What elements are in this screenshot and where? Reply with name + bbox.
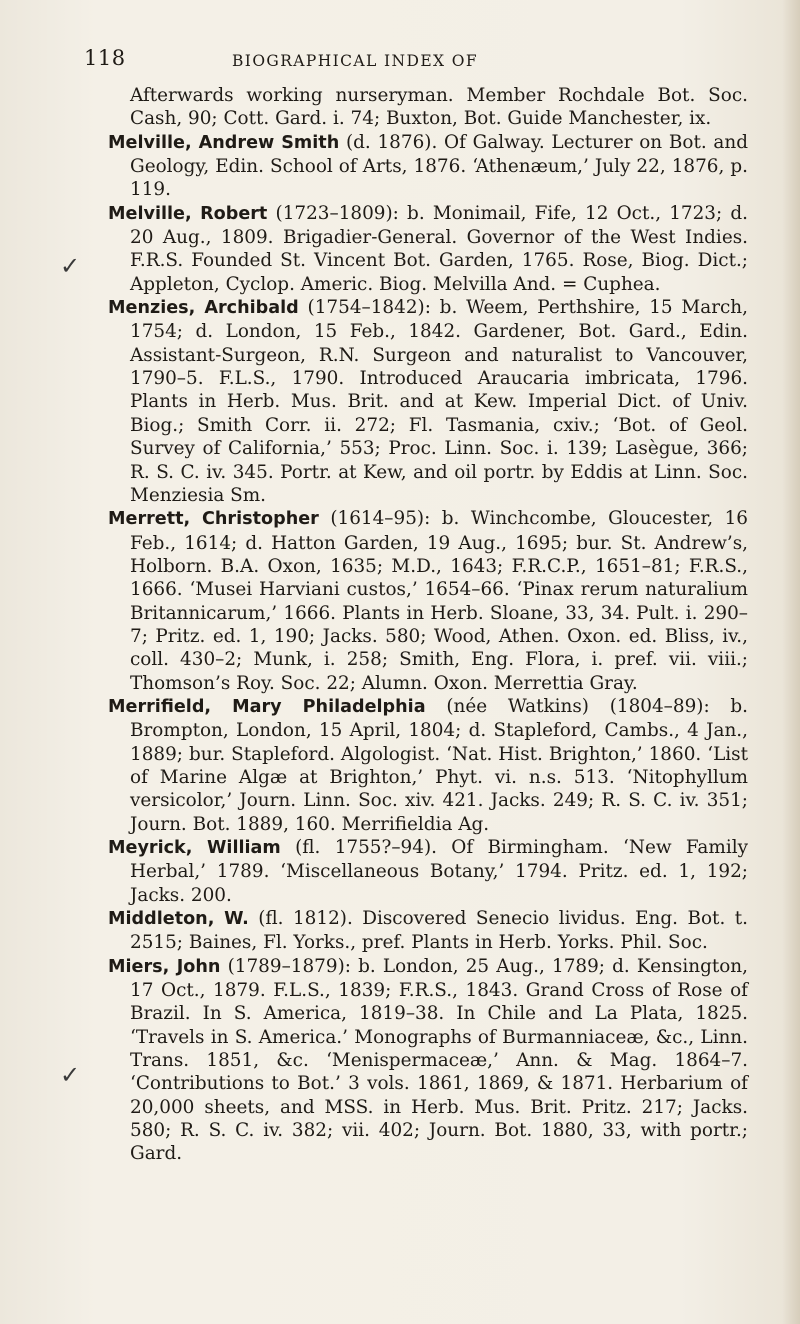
index-entry (108, 695, 748, 836)
entry-name: Miers, John (108, 956, 221, 977)
index-entry (108, 836, 748, 907)
entry-text: Afterwards working nurseryman. Member Rochdale Bot. Soc. Cash, 90; Cott. Gard. i. 74; Buxton, Bot. Guide Manchester, ix. (130, 85, 748, 130)
page-header (0, 46, 800, 74)
entry-text: (1754–1842): b. Weem, Perthshire, 15 March, 1754; d. London, 15 Feb., 1842. Gardener, Bot. Gard., Edin. Assistant-Surgeon, R.N. Surgeon and naturalist to Vancouver, 1790–5. F.L.S., 1790. Introduced Araucaria imbricata, 1796. Plants in Herb. Mus. Brit. and at Kew. Imperial Dict. of Univ. Biog.; Smith Corr. ii. 272; Fl. Tasmania, cxiv.; ‘Bot. of Geol. Survey of California,’ 553; Proc. Linn. Soc. i. 139; Lasègue, 366; R. S. C. iv. 345. Portr. at Kew, and oil portr. by Eddis at Linn. Soc. Menziesia Sm. (130, 297, 748, 506)
entry-name: Meyrick, William (108, 838, 281, 858)
entry-text: (1614–95): b. Winchcombe, Gloucester, 16 Feb., 1614; d. Hatton Garden, 19 Aug., 1695; bur. St. Andrew’s, Holborn. B.A. Oxon, 1635; M.D., 1643; F.R.C.P., 1651–81; F.R.S., 1666. ‘Musei Harviani custos,’ 1654–66. ‘Pinax rerum naturalium Britannicarum,’ 1666. Plants in Herb. Sloane, 33, 34. Pult. i. 290–7; Pritz. ed. 1, 190; Jacks. 580; Wood, Athen. Oxon. ed. Bliss, iv., coll. 430–2; Munk, i. 258; Smith, Eng. Flora, i. pref. vii. viii.; Thomson’s Roy. Soc. 22; Alumn. Oxon. Merrettia Gray. (130, 508, 748, 694)
entry-text: (1723–1809): b. Monimail, Fife, 12 Oct., 1723; d. 20 Aug., 1809. Brigadier-General. Governor of the West Indies. F.R.S. Founded St. Vincent Bot. Garden, 1765. Rose, Biog. Dict.; Appleton, Cyclop. Americ. Biog. Melvilla And. = Cuphea. (130, 202, 748, 295)
entry-name: Melville, Robert (108, 203, 268, 224)
entry-name: Middleton, W. (108, 909, 249, 930)
index-entry (108, 202, 748, 296)
index-text (108, 84, 748, 1166)
entry-name: Menzies, Archibald (108, 298, 299, 319)
entry-name: Merrifield, Mary Philadelphia (108, 696, 426, 717)
check-mark-icon: ✓ (60, 252, 81, 280)
index-entry (108, 131, 748, 202)
running-head: BIOGRAPHICAL INDEX OF (232, 52, 479, 70)
page-number: 118 (84, 46, 126, 70)
entry-text: (1789–1879): b. London, 25 Aug., 1789; d. Kensington, 17 Oct., 1879. F.L.S., 1839; F.R.S., 1843. Grand Cross of Rose of Brazil. In S. America, 1819–38. In Chile and La Plata, 1825. ‘Travels in S. America.’ Monographs of Burmanniaceæ, &c., Linn. Trans. 1851, &c. ‘Menispermaceæ,’ Ann. & Mag. 1864–7. ‘Contributions to Bot.’ 3 vols. 1861, 1869, & 1871. Herbarium of 20,000 sheets, and MSS. in Herb. Mus. Brit. Pritz. 217; Jacks. 580; R. S. C. iv. 382; vii. 402; Journ. Bot. 1880, 33, with portr.; Gard. (130, 955, 748, 1165)
entry-name: Merrett, Christopher (108, 509, 319, 530)
page-edge-shadow (782, 0, 800, 1324)
entry-text: (d. 1876). Of Galway. Lecturer on Bot. and Geology, Edin. School of Arts, 1876. ‘Athenæum,’ July 22, 1876, p. 119. (130, 131, 748, 201)
entry-text: (fl. 1812). Discovered Senecio lividus. Eng. Bot. t. 2515; Baines, Fl. Yorks., pref. Plants in Herb. Yorks. Phil. Soc. (130, 908, 748, 954)
check-mark-icon: ✓ (60, 1061, 81, 1089)
index-entry (108, 296, 748, 507)
entry-text: (fl. 1755?–94). Of Birmingham. ‘New Family Herbal,’ 1789. ‘Miscellaneous Botany,’ 1794. Pritz. ed. 1, 192; Jacks. 200. (130, 837, 748, 906)
index-entry (108, 955, 748, 1166)
index-entry (108, 907, 748, 955)
index-entry (108, 507, 748, 695)
index-entry-continuation (108, 84, 748, 131)
entry-name: Melville, Andrew Smith (108, 132, 340, 153)
entry-text: (née Watkins) (1804–89): b. Brompton, London, 15 April, 1804; d. Stapleford, Cambs., 4 Jan., 1889; bur. Stapleford. Algologist. ‘Nat. Hist. Brighton,’ 1860. ‘List of Marine Algæ at Brighton,’ Phyt. vi. n.s. 513. ‘Nitophyllum versicolor,’ Journ. Linn. Soc. xiv. 421. Jacks. 249; R. S. C. iv. 351; Journ. Bot. 1889, 160. Merrifieldia Ag. (130, 695, 748, 835)
